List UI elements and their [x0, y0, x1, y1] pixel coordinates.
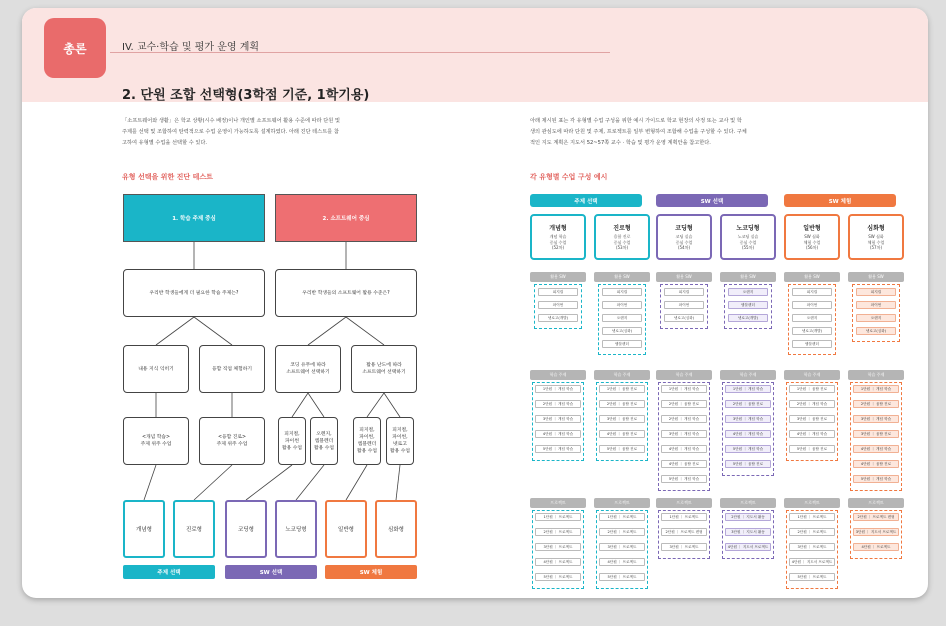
project-item: 3단원 ｜ 프로젝트 — [661, 543, 707, 551]
topic-label: 학습 주제 — [594, 370, 650, 380]
result-3: 노코딩형 — [275, 500, 317, 558]
connector-line — [246, 465, 292, 500]
connector-line — [308, 393, 324, 417]
project-item: 3단원 ｜ 프로젝트 — [789, 543, 835, 551]
topic-label: 학습 주제 — [720, 370, 776, 380]
topic-item: 3단원 ｜ 개념 학습 — [725, 415, 771, 423]
result-5: 심화형 — [375, 500, 417, 558]
connector-line — [156, 317, 194, 345]
group-label: SW 체험 — [325, 565, 417, 579]
project-item: 4단원 ｜ 프로젝트 — [535, 558, 581, 566]
project-label: 프로젝트 — [530, 498, 586, 508]
type-card — [594, 214, 650, 260]
lesson-type-box: <개념 학습> 주제 위주 수업 — [123, 417, 189, 465]
software-item: 피지컬 — [538, 288, 578, 296]
project-item: 4단원 ｜ 프로젝트 — [853, 543, 899, 551]
software-item: 피지컬 — [792, 288, 832, 296]
topic-item: 4단원 ｜ 융합 진로 — [853, 460, 899, 468]
type-desc: 개념 학습 중심 수업 (52차) — [549, 234, 567, 251]
topic-item: 4단원 ｜ 융합 진로 — [661, 460, 707, 468]
project-item: 4단원 ｜ 프로젝트 — [599, 558, 645, 566]
connector-line — [396, 465, 400, 500]
type-name: 코딩형 — [675, 225, 693, 233]
column-group-header: 주제 선택 — [530, 194, 642, 207]
sw-label: 활용 SW — [784, 272, 840, 282]
project-item: 1단원 ｜ 프로젝트 — [535, 513, 581, 521]
intro-line: 「소프트웨어와 생활」은 학교 상황(시수 배정)이나 개인별 소프트웨어 활용 수준에 따라 단원 및 — [122, 118, 340, 124]
topic-item: 3단원 ｜ 개념 학습 — [853, 415, 899, 423]
topic-item: 3단원 ｜ 개념 학습 — [661, 430, 707, 438]
type-card — [848, 214, 904, 260]
software-item: 엠블렌더 — [792, 340, 832, 348]
result-1: 진로형 — [173, 500, 215, 558]
connector-line — [292, 393, 308, 417]
connector-line — [367, 393, 384, 417]
group-label: SW 선택 — [225, 565, 317, 579]
intro-line: 적인 지도 계획은 지도서 52~57쪽 교수 · 학습 및 평가 운영 계획안을 참고한다. — [530, 140, 711, 146]
question-software: 우리반 학생들의 소프트웨어 활용 수준은? — [275, 269, 417, 317]
topic-item: 5단원 ｜ 개념 학습 — [853, 475, 899, 483]
software-item: 파이썬 — [664, 301, 704, 309]
option-box: 활용 난도에 따라 소프트웨어 선택하기 — [351, 345, 417, 393]
connector-line — [384, 393, 400, 417]
software-item: 파이썬 — [538, 301, 578, 309]
topic-item: 5단원 ｜ 개념 학습 — [535, 445, 581, 453]
topic-item: 2단원 ｜ 융합 진로 — [725, 400, 771, 408]
connector-line — [194, 317, 232, 345]
project-item: 2단원 ｜ 지도서 활동 — [725, 513, 771, 521]
sw-label: 활용 SW — [720, 272, 776, 282]
software-item: 오렌지 — [856, 314, 896, 322]
project-item: 3단원 ｜ 지도서 프로젝트 — [853, 528, 899, 536]
project-label: 프로젝트 — [848, 498, 904, 508]
project-item: 5단원 ｜ 프로젝트 — [599, 573, 645, 581]
topic-item: 4단원 ｜ 개념 학습 — [853, 445, 899, 453]
structure-title: 각 유형별 수업 구성 예시 — [530, 173, 608, 181]
lesson-type-box: <융합 진로> 주제 위주 수업 — [199, 417, 265, 465]
software-item: 파이썬 — [602, 301, 642, 309]
group-label: 주제 선택 — [123, 565, 215, 579]
result-0: 개념형 — [123, 500, 165, 558]
topic-label: 학습 주제 — [848, 370, 904, 380]
type-name: 개념형 — [549, 225, 567, 233]
question-topic: 우리반 학생들에게 더 필요한 학습 주제는? — [123, 269, 265, 317]
type-card — [720, 214, 776, 260]
project-item: 2단원 ｜ 프로젝트 변형 — [661, 528, 707, 536]
topic-item: 5단원 ｜ 개념 학습 — [661, 475, 707, 483]
connector-line — [144, 465, 156, 500]
topic-label: 학습 주제 — [530, 370, 586, 380]
type-desc: SW 심화 체험 수업 (57차) — [867, 234, 885, 251]
type-name: 노코딩형 — [736, 225, 760, 233]
lesson-type-box: 피지컬, 파이썬, 넷로고 활용 수업 — [386, 417, 414, 465]
project-item: 2단원 ｜ 프로젝트 — [535, 528, 581, 536]
project-item: 1단원 ｜ 프로젝트 — [789, 513, 835, 521]
software-item: 넷로고(개발) — [792, 327, 832, 335]
topic-label: 학습 주제 — [656, 370, 712, 380]
column-group-header: SW 선택 — [656, 194, 768, 207]
topic-item: 2단원 ｜ 개념 학습 — [535, 400, 581, 408]
project-item: 2단원 ｜ 프로젝트 — [599, 528, 645, 536]
topic-item: 1단원 ｜ 개념 학습 — [661, 385, 707, 393]
topic-item: 4단원 ｜ 개념 학습 — [661, 445, 707, 453]
connector-line — [346, 465, 367, 500]
topic-item: 4단원 ｜ 개념 학습 — [725, 430, 771, 438]
software-item: 피지컬 — [602, 288, 642, 296]
lesson-type-box: 오렌지, 엠블렌더 활용 수업 — [310, 417, 338, 465]
topic-item: 2단원 ｜ 융합 진로 — [599, 400, 645, 408]
project-item: 4단원 ｜ 지도서 프로젝트 — [725, 543, 771, 551]
topic-item: 3단원 ｜ 개념 학습 — [535, 415, 581, 423]
software-item: 넷로고(심화) — [602, 327, 642, 335]
sw-label: 활용 SW — [530, 272, 586, 282]
software-item: 파이썬 — [856, 301, 896, 309]
topic-item: 5단원 ｜ 개념 학습 — [725, 445, 771, 453]
type-desc: 코딩 실습 중심 수업 (54차) — [675, 234, 693, 251]
connector-line — [308, 317, 346, 345]
software-item: 엠블렌더 — [602, 340, 642, 348]
project-item: 5단원 ｜ 프로젝트 — [789, 573, 835, 581]
software-item: 넷로고(심화) — [664, 314, 704, 322]
option-box: 융합 직업 체험하기 — [199, 345, 265, 393]
project-item: 2단원 ｜ 프로젝트 변형 — [853, 513, 899, 521]
connector-line — [346, 317, 384, 345]
software-item: 넷로고(개발) — [538, 314, 578, 322]
intro-line: 아래 제시된 표는 각 유형별 수업 구성을 위한 예시 가이드로 학교 현장의 사정 또는 교사 및 학 — [530, 118, 742, 124]
topic-item: 2단원 ｜ 융합 진로 — [853, 400, 899, 408]
project-item: 3단원 ｜ 프로젝트 — [599, 543, 645, 551]
lesson-type-box: 피지컬, 파이썬, 엠블렌더 활용 수업 — [353, 417, 381, 465]
topic-item: 1단원 ｜ 개념 학습 — [725, 385, 771, 393]
type-name: 심화형 — [867, 225, 885, 233]
topic-item: 2단원 ｜ 개념 학습 — [789, 400, 835, 408]
topic-item: 3단원 ｜ 융합 진로 — [853, 430, 899, 438]
connector-line — [296, 465, 324, 500]
software-item: 오렌지 — [792, 314, 832, 322]
topic-centered-header: 1. 학습 주제 중심 — [123, 194, 265, 242]
topic-item: 5단원 ｜ 융합 진로 — [789, 445, 835, 453]
topic-item: 1단원 ｜ 융합 진로 — [789, 385, 835, 393]
topic-item: 5단원 ｜ 융합 진로 — [725, 460, 771, 468]
project-label: 프로젝트 — [656, 498, 712, 508]
topic-item: 1단원 ｜ 개념 학습 — [853, 385, 899, 393]
topic-item: 4단원 ｜ 융합 진로 — [599, 430, 645, 438]
type-card — [656, 214, 712, 260]
project-item: 1단원 ｜ 프로젝트 — [661, 513, 707, 521]
intro-line: 주제를 선택 및 조합하여 탄력적으로 수업 운영이 가능하도록 설계하였다. 아래 진단 테스트를 참 — [122, 129, 339, 135]
software-item: 파이썬 — [792, 301, 832, 309]
type-name: 일반형 — [803, 225, 821, 233]
topic-item: 4단원 ｜ 개념 학습 — [535, 430, 581, 438]
type-card — [530, 214, 586, 260]
diagnosis-title: 유형 선택을 위한 진단 테스트 — [122, 173, 213, 181]
intro-line: 고하여 유형별 수업을 선택할 수 있다. — [122, 140, 208, 146]
type-name: 진로형 — [613, 225, 631, 233]
type-desc: 노코딩 실습 중심 수업 (55차) — [737, 234, 759, 251]
software-item: 피지컬 — [856, 288, 896, 296]
topic-item: 3단원 ｜ 융합 진로 — [789, 415, 835, 423]
project-item: 3단원 ｜ 프로젝트 — [535, 543, 581, 551]
topic-item: 4단원 ｜ 개념 학습 — [789, 430, 835, 438]
result-2: 코딩형 — [225, 500, 267, 558]
software-item: 오렌지 — [602, 314, 642, 322]
software-item: 넷로고(개발) — [728, 314, 768, 322]
column-group-header: SW 체험 — [784, 194, 896, 207]
software-item: 오렌지 — [728, 288, 768, 296]
sw-label: 활용 SW — [594, 272, 650, 282]
topic-label: 학습 주제 — [784, 370, 840, 380]
project-item: 3단원 ｜ 지도서 활동 — [725, 528, 771, 536]
section-tab: 총론 — [44, 18, 106, 78]
type-desc: 융합 진로 중심 수업 (53차) — [613, 234, 631, 251]
software-centered-header: 2. 소프트웨어 중심 — [275, 194, 417, 242]
option-box: 코딩 유무에 따라 소프트웨어 선택하기 — [275, 345, 341, 393]
project-label: 프로젝트 — [784, 498, 840, 508]
option-box: 내용 지식 익히기 — [123, 345, 189, 393]
sw-label: 활용 SW — [848, 272, 904, 282]
section-title: 2. 단원 조합 선택형(3학점 기준, 1학기용) — [122, 88, 370, 103]
sw-label: 활용 SW — [656, 272, 712, 282]
project-item: 2단원 ｜ 프로젝트 — [789, 528, 835, 536]
lesson-type-box: 피지컬, 파이썬 활용 수업 — [278, 417, 306, 465]
result-4: 일반형 — [325, 500, 367, 558]
topic-item: 2단원 ｜ 융합 진로 — [661, 400, 707, 408]
software-item: 엠블렌더 — [728, 301, 768, 309]
topic-item: 1단원 ｜ 융합 진로 — [599, 385, 645, 393]
connector-line — [194, 465, 232, 500]
software-item: 피지컬 — [664, 288, 704, 296]
project-item: 5단원 ｜ 프로젝트 — [535, 573, 581, 581]
topic-item: 1단원 ｜ 개념 학습 — [535, 385, 581, 393]
software-item: 넷로고(심화) — [856, 327, 896, 335]
chapter-title: IV. 교수·학습 및 평가 운영 계획 — [122, 42, 260, 53]
topic-item: 3단원 ｜ 융합 진로 — [599, 415, 645, 423]
type-card — [784, 214, 840, 260]
intro-line: 생의 관심도에 따라 단원 및 주제, 프로젝트를 일부 변형하여 조합해 수업을 구성할 수 있다. 구체 — [530, 129, 747, 135]
project-label: 프로젝트 — [594, 498, 650, 508]
topic-item: 5단원 ｜ 융합 진로 — [599, 445, 645, 453]
textbook-spread — [22, 8, 928, 598]
project-item: 1단원 ｜ 프로젝트 — [599, 513, 645, 521]
type-desc: SW 심화 체험 수업 (56차) — [803, 234, 821, 251]
topic-item: 2단원 ｜ 개념 학습 — [661, 415, 707, 423]
project-item: 4단원 ｜ 지도서 프로젝트 — [789, 558, 835, 566]
project-label: 프로젝트 — [720, 498, 776, 508]
